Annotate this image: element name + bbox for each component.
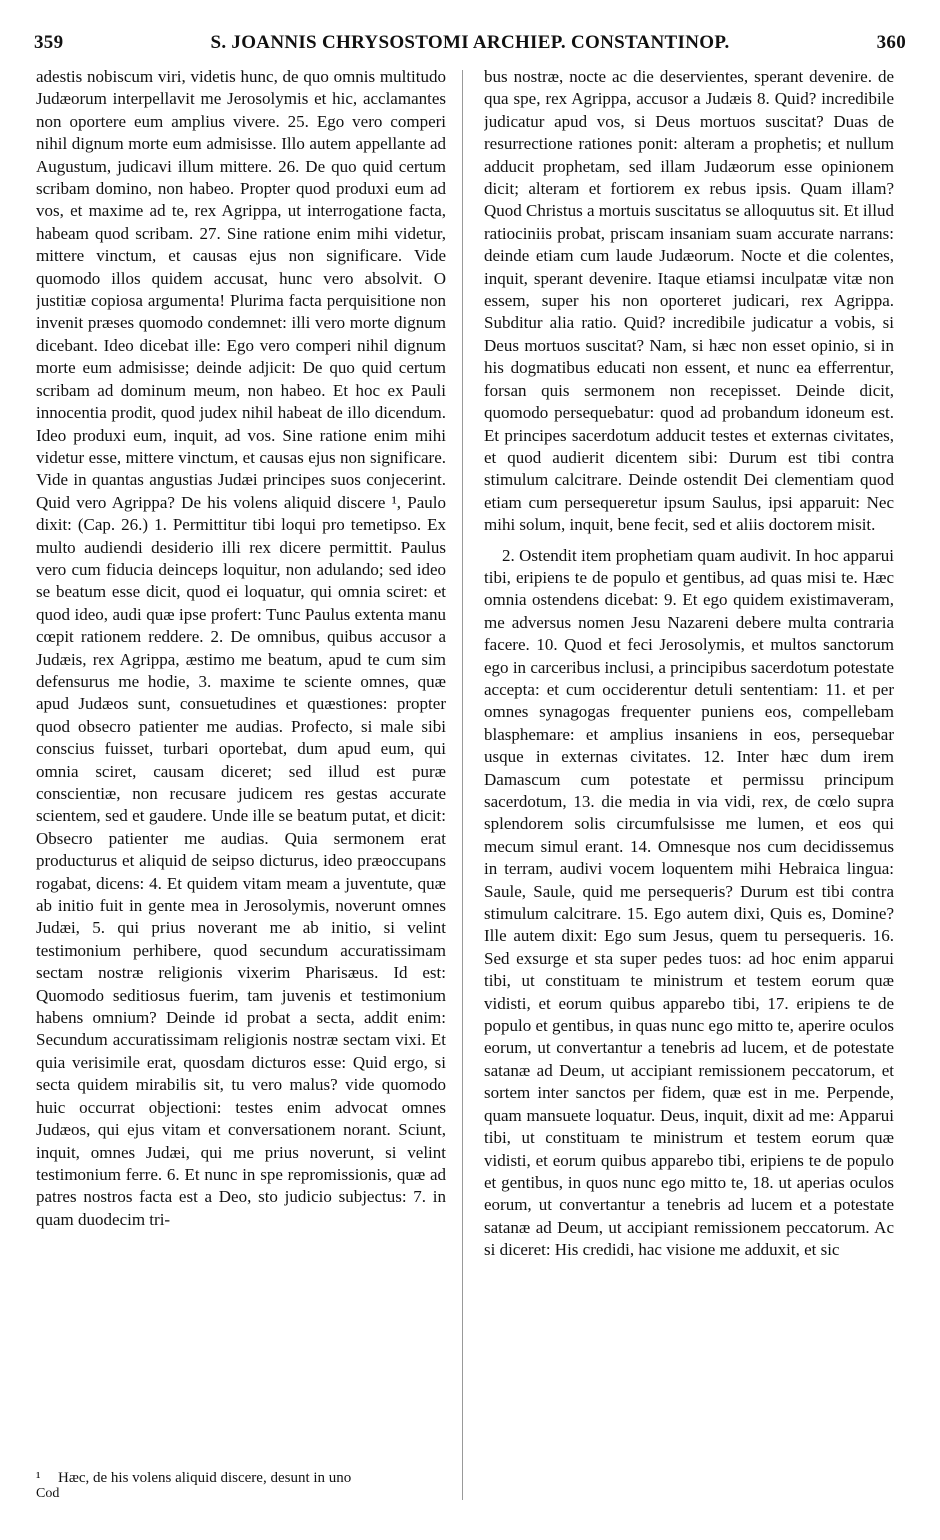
right-paragraph: 2. Ostendit item prophetiam quam audivit. In hoc apparui tibi, eripiens te de populo et gentibus, ad quas misi te. Hæc omnia ostendens dicebat: 9. Et ego quidem existimaveram, me adversus nomen Jesu Nazareni debere multa contraria facere. 10. Quod et feci Jerosolymis, et multos sanctorum ego in carceribus inclusi, a principibus sacerdotum potestate accepta: et cum occiderentur detuli sententiam: 11. et per omnes synagogas frequenter puniens eos, compellebam blasphemare: et amplius insaniens in eos, persequebar usque in externas civitates. 12. Inter hæc dum irem Damascum cum potestate et permissu principum sacerdotum, 13. die media in via vidi, rex, de cœlo supra splendorem solis circumfulsisse me lumen, et eos qui mecum simul erant. 14. Omnesque nos cum decidissemus in terram, audivi vocem loquentem mihi Hebraica lingua: Saule, Saule, quid me persequeris? Durum est tibi contra stimulum calcitrare. 15. Ego autem dixi, Quis es, Domine? Ille autem dixit: Ego sum Jesus, quem tu persequeris. 16. Sed exsurge et sta super pedes tuos: ad hoc enim apparui tibi, ut constituam te ministrum et testem eorum quæ vidisti, et eorum quibus apparebo tibi, 17. eripiens te de populo et gentibus, in quas nunc ego mitto te, aperire oculos eorum, ut convertantur a tenebris ad lucem, et de potestate satanæ ad Deum, ut accipiant remissionem peccatorum, et sortem inter sanctos per fidem, quæ est in me. Perpende, quam mansuete loquatur. Deus, inquit, dixit ad me: Apparui tibi, ut constituam te ministrum et testem eorum quæ vidisti, et eorum quibus apparebo tibi, eripiens te de populo et gentibus, in quos nunc ego mitto te, 18. ut aperias oculos eorum, ut convertantur a tenebris ad lucem et a potestate satanæ ad Deum, ut accipiant remissionem peccatorum. Ac si diceret: His credidi, hac visione me adduxit, et sic [484, 545, 894, 1260]
page-number-left: 359 [34, 32, 64, 53]
page-number-right: 360 [876, 32, 906, 53]
left-paragraph: adestis nobiscum viri, videtis hunc, de quo omnis multitudo Judæorum interpellavit me Jerosolymis et hic, acclamantes non oportere eum amplius vivere. 25. Ego vero comperi nihil dignum morte eum admisisse. Illo autem appellante ad Augustum, judicavi illum mittere. 26. De quo quid certum scribam domino, non habeo. Propter quod produxi eum ad vos, et maxime ad te, rex Agrippa, ut interrogatione facta, habeam quod scribam. 27. Sine ratione enim mihi videtur, mittere vinctum, et causas ejus non significare. Vide quomodo illos quidem accusat, hunc vero absolvit. O justitiæ copiosa argumenta! Plurima facta perquisitione non invenit præses quomodo condemnet: illi vero morte dignum dicebant. Ideo dicebat ille: Ego vero comperi nihil dignum morte eum admisisse; deinde adjicit: De quo quid certum scribam ad dominum meum, non habeo. Et hoc ex Pauli innocentia prodit, quod judex nihil habeat de illo dicendum. Ideo produxi eum, inquit, ad vos. Sine ratione enim mihi videtur esse, mittere vinctum, et causas ejus non significare. Vide in quantas angustias Judæi principes suos conjecerint. Quid vero Agrippa? De his volens aliquid discere ¹, Paulo dixit: (Cap. 26.) 1. Permittitur tibi loqui pro temetipso. Ex multo audiendi desiderio illi rex dicere permittit. Paulus vero cum fiducia deinceps loquitur, non adulando; sed ideo se beatum esse dicit, quod ei loquatur, qui omnia sciret: et quod ideo, audi quæ ipse profert: Tunc Paulus extenta manu cœpit rationem reddere. 2. De omnibus, quibus accusor a Judæis, rex Agrippa, æstimo me beatum, apud te cum sim defensurus me hodie, 3. maxime te sciente omnes, quæ apud Judæos sunt, consuetudines et quæstiones: propter quod obsecro patienter me audias. Profecto, si male sibi conscius fuisset, turbari oportebat, dum apud eum, qui omnia sciret, causam diceret; sed illud est puræ conscientiæ, non recusare judicem res gestas accurate scientem, sed et gaudere. Unde ille se beatum putat, et dicit: Obsecro patienter me audias. Quia sermonem erat producturus et aliquid de seipso dicturus, ideo præoccupans rogabat, dicens: 4. Et quidem vitam meam a juventute, quæ ab initio fuit in gente mea in Jerosolymis, noverunt omnes Judæi, 5. qui prius noverant me ab initio, si velint testimonium perhibere, quod secundum accuratissimam sectam nostræ religionis vixerim Pharisæus. Id est: Quomodo seditiosus fuerim, tam juvenis et testimonium habens omnium? Deinde id probat a secta, addit enim: Secundum accuratissimam religionis nostræ sectam vixi. Et quia verisimile erat, quosdam dicturos esse: Quid ergo, si secta quidem mirabilis sit, tu vero malus? vide quomodo huic occurrat objectioni: testes enim advocat omnes Judæos, qui ejus vitam et conversationem norant. Sciunt, inquit, omnes Judæi, qui me prius noverunt, si velint testimonium ferre. 6. Et nunc in spe repromissionis, quæ ad patres nostros facta est a Deo, sto judicio subjectus: 7. in quam duodecim tri- [36, 67, 446, 1229]
footnote-text: Hæc, de his volens aliquid discere, desunt in uno [58, 1470, 352, 1486]
left-column [36, 66, 446, 1466]
running-title: S. JOANNIS CHRYSOSTOMI ARCHIEP. CONSTANTINOP. [210, 32, 730, 53]
footnote-mark: ¹ [36, 1470, 41, 1486]
footnote-cod: Cod [36, 1486, 60, 1501]
column-divider [462, 70, 463, 1500]
right-paragraph: bus nostræ, nocte ac die deservientes, sperant devenire. de qua spe, rex Agrippa, accusor a Judæis 8. Quid? incredibile judicatur apud vos, si Deus mortuos suscitat? Duas de resurrectione rationes ponit: alteram a prophetis; et nullum adducit prophetam, sed illam Judæorum esse opinionem dicit; alteram et fortiorem ex rebus ipsis. Quam illam? Quod Christus a mortuis suscitatus se alloquutus sit. Et illud ratiociniis probat, priscam insaniam suam accurate narrans: deinde etiam cum laude Judæorum. Nocte et die colentes, inquit, sperant devenire. Itaque etiamsi inculpatæ vitæ non essem, super his non oporteret judicari, rex Agrippa. Subditur alia ratio. Quid? incredibile judicatur a vobis, si Deus mortuos suscitat? Nam, si hæc non esset opinio, si in his dogmatibus educati non essent, et nunc ea efferrentur, forsan quis sermonem non recepisset. Deinde dicit, quomodo persequebatur: quod ad probandum idoneum est. Et principes sacerdotum adducit testes et externas civitates, et quod audierit dicentem sibi: Durum est tibi contra stimulum calcitrare. Deinde ostendit Dei clementiam quod etiam cum persequeretur ipsum Saulus, ipsi apparuit: Nec mihi solum, inquit, bene fecit, sed et aliis doctorem misit. [484, 67, 894, 535]
running-header [34, 28, 906, 62]
right-column [484, 66, 894, 1506]
footnote [36, 1468, 448, 1488]
